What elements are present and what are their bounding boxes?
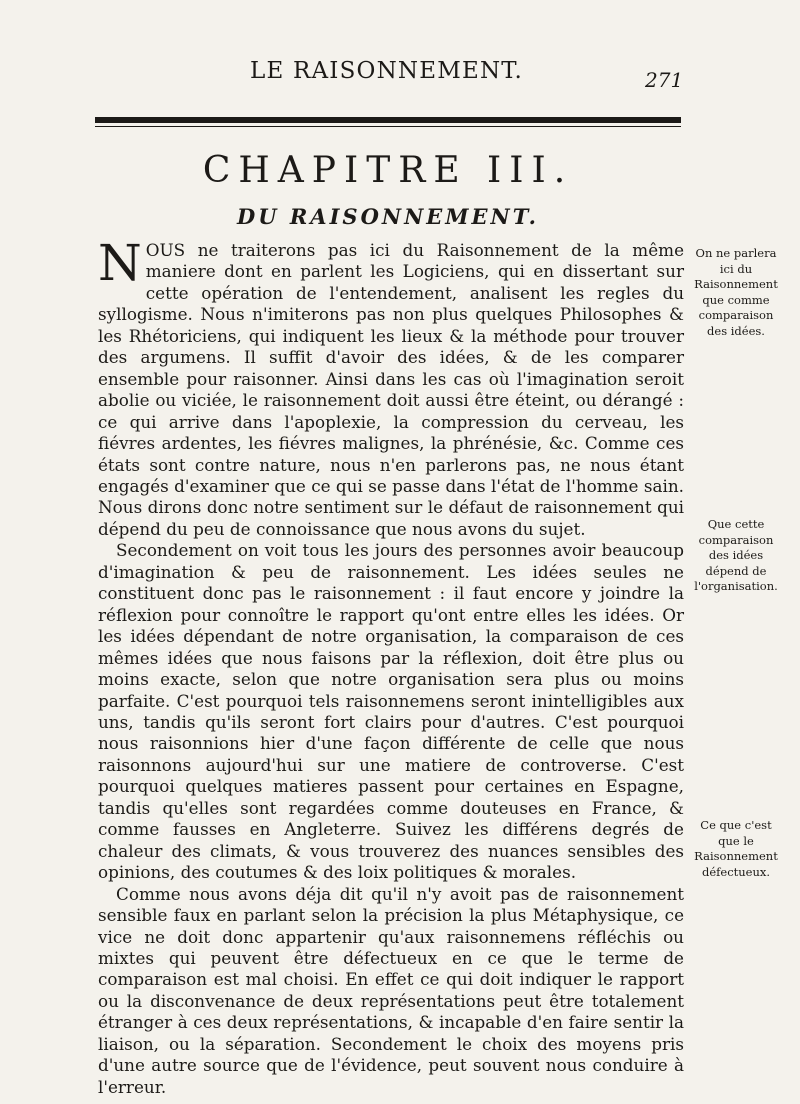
header-rule-thick [95, 117, 681, 123]
margin-note-2: Que cette comparaison des idées dépend de l'organisation. [694, 517, 778, 593]
margin-note-1: On ne parlera ici du Raisonnement que comme comparaison des idées. [694, 246, 778, 338]
page-number: 271 [645, 68, 684, 92]
paragraph-3: Comme nous avons déja dit qu'il n'y avoit pas de raisonnement sensible faux en parlant selon la précision la plus Métaphysique, ce vice ne doit donc appartenir qu'aux raisonnemens réfléchis ou mixtes qui peuvent être défectueux en ce que le terme de comparaison est mal choisi. En effet ce qui doit indiquer le rapport ou la disconvenance de deux représentations peut être totalement étranger à ces deux représentations, & incapable d'en faire sentir la liaison, ou la séparation. Secondement le choix des moyens pris d'une autre source que de l'évidence, peut souvent nous conduire à l'erreur. [98, 883, 684, 1097]
paragraph-1-text: OUS ne traiterons pas ici du Raisonnement de la même maniere dont en parlent les Logiciens, qui en dissertant sur cette opération de l'entendement, analisent les regles du syllogisme. Nous n'imiterons pas non plus quelques Philosophes & les Rhétoriciens, qui indiquent les lieux & la méthode pour trouver des argumens. Il suffit d'avoir des idées, & de les comparer ensemble pour raisonner. Ainsi dans les cas où l'imagination seroit abolie ou viciée, le raisonnement doit aussi être éteint, ou dérangé : ce qui arrive dans l'apoplexie, la compression du cerveau, les fiévres ardentes, les fiévres malignes, la phrénésie, &c. Comme ces états sont contre nature, nous n'en parlerons pas, ne nous étant engagés d'examiner que ce qui se passe dans l'état de l'homme sain. Nous dirons donc notre sentiment sur le défaut de raisonnement qui dépend du peu de connoissance que nous avons du sujet. [98, 240, 684, 539]
chapter-subtitle: DU RAISONNEMENT. [237, 204, 539, 229]
chapter-title: CHAPITRE III. [202, 150, 574, 191]
running-head: LE RAISONNEMENT. [250, 58, 523, 84]
margin-note-3: Ce que c'est que le Raisonnement défectueux. [694, 818, 778, 879]
body-text [98, 234, 684, 1098]
drop-cap: N [98, 234, 142, 292]
header-rule-thin [95, 126, 681, 127]
paragraph-2: Secondement on voit tous les jours des personnes avoir beaucoup d'imagination & peu de raisonnement. Les idées seules ne constituent donc pas le raisonnement : il faut encore y joindre la réflexion pour connoître le rapport qu'ont entre elles les idées. Or les idées dépendant de notre organisation, la comparaison de ces mêmes idées que nous faisons par la réflexion, doit être plus ou moins exacte, selon que notre organisation sera plus ou moins parfaite. C'est pourquoi tels raisonnemens seront inintelligibles aux uns, tandis qu'ils seront fort clairs pour d'autres. C'est pourquoi nous raisonnions hier d'une façon différente de celle que nous raisonnons aujourd'hui sur une matiere de controverse. C'est pourquoi quelques matieres passent pour certaines en Espagne, tandis qu'elles sont regardées comme douteuses en France, & comme fausses en Angleterre. Suivez les différens degrés de chaleur des climats, & vous trouverez des nuances sensibles des opinions, des coutumes & des loix politiques & morales. [98, 540, 684, 883]
paragraph-1 [98, 234, 684, 540]
